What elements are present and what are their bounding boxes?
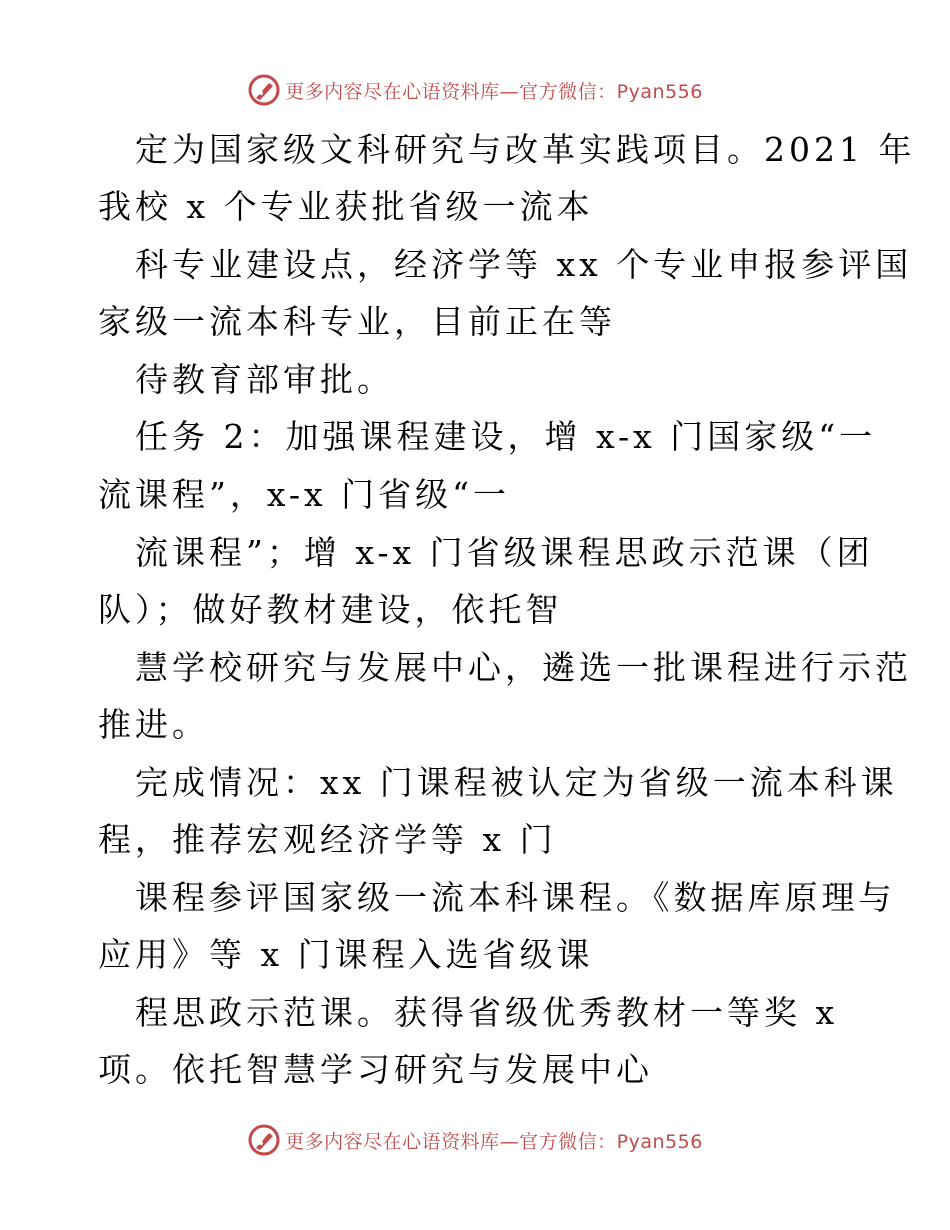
text-line: 项。依托智慧学习研究与发展中心 (98, 1050, 653, 1089)
text-line: 流课程”；增 x-x 门省级课程思政示范课（团 (135, 533, 874, 572)
pen-circle-logo-icon (247, 73, 281, 107)
text-line: 队）；做好教材建设，依托智 (98, 590, 563, 629)
text-line: 程思政示范课。获得省级优秀教材一等奖 x (135, 993, 839, 1032)
text-line: 待教育部审批。 (135, 360, 394, 399)
text-line: 推进。 (98, 705, 209, 744)
watermark-text: 更多内容尽在心语资料库—官方微信：Pyan556 (285, 1130, 703, 1153)
text-line: 课程参评国家级一流本科课程。《数据库原理与 (135, 878, 896, 917)
pen-circle-logo-icon (247, 1123, 281, 1157)
text-line: 应用》等 x 门课程入选省级课 (98, 935, 594, 974)
header-watermark (0, 70, 950, 110)
text-line: 任务 2：加强课程建设，增 x-x 门国家级“一 (135, 417, 877, 456)
text-line: 慧学校研究与发展中心，遴选一批课程进行示范 (135, 648, 912, 687)
text-line: 流课程”，x-x 门省级“一 (98, 475, 511, 514)
text-line: 我校 x 个专业获批省级一流本 (98, 187, 594, 226)
watermark-text: 更多内容尽在心语资料库—官方微信：Pyan556 (285, 80, 703, 103)
text-line: 完成情况：xx 门课程被认定为省级一流本科课 (135, 763, 898, 802)
text-line: 家级一流本科专业，目前正在等 (98, 302, 616, 341)
text-line: 科专业建设点，经济学等 xx 个专业申报参评国 (135, 245, 913, 284)
text-line: 程，推荐宏观经济学等 x 门 (98, 820, 557, 859)
footer-watermark (0, 1120, 950, 1160)
text-line: 定为国家级文科研究与改革实践项目。2021 年 (135, 130, 916, 169)
